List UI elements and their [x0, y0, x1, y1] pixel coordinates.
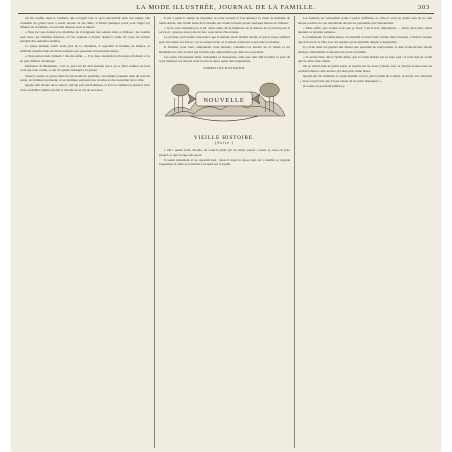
paragraph: Le lendemain, de bonne heure, on entendit le bruit d'une voiture dans l'avenue ; c'était le notaire qui arrivait de la ville avec les papiers qu'on attendait depuis si longtemps.	[298, 35, 432, 44]
story-part-label: (Suite.)	[215, 141, 234, 146]
journal-page	[12, 0, 440, 452]
paragraph: Les femmes ne s'entendent point à parler d'affaires, et celle-ci avait eu grand soin de ne rien laisser paraître de son inquiétude devant les personnes qui l'entouraient.	[298, 16, 432, 25]
column-separator	[154, 16, 155, 448]
paragraph: « Mais enfin, que voulez-vous que je fasse ? dit-il avec impatience. — Rien, mon ami, sinon attendre et prendre patience.	[298, 25, 432, 35]
paragraph: Quand elle fut terminée, le jeune homme se leva, prit la main de sa mère, et lui dit avec émotion : « Vous voyez bien que j'avais raison de ne point désespérer. »	[298, 74, 432, 83]
paragraph: On se réunit dans le grand salon, le notaire lut les actes à haute voix, et chacun écouta dans un profond silence cette lecture qui dura plus d'une heure.	[298, 64, 432, 73]
text-column-2	[159, 16, 290, 448]
paragraph: Toute la soirée se passa ainsi en conversations paisibles ; les enfants jouaient dans un coin du salon, les femmes brodaient, et les hommes parlaient des récoltes et des nouvelles de la ville.	[20, 73, 150, 83]
paragraph: « Vous partez donc demain ? dit-elle enfin. — Il le faut, répondit-il, mon père m'attend, et je ne puis différer davantage.	[20, 54, 150, 63]
paragraph: Le jeune homme s'était assis près de la cheminée, il regardait la flamme en silence, et semblait absorbé dans de tristes pensées que personne n'osait interrompre.	[20, 44, 150, 54]
page-number: 303	[418, 4, 430, 11]
column-separator	[294, 16, 295, 448]
paragraph: Il eut à peine le temps de répondre, la porte s'ouvrit et l'on annonça la visite de madame de Saint-Aubin, une vieille amie de la famille qui venait souvent passer quelques heures au château.	[159, 16, 290, 25]
journal-title: LA MODE ILLUSTRÉE, JOURNAL DE LA FAMILLE.	[136, 4, 316, 11]
paragraph: « Je savais bien, dit la vieille dame, que la vérité finirait par se faire jour ; il n'est rien de caché qui ne doive être connu.	[298, 54, 432, 64]
to-be-continued-note: (La suite au prochain numéro.)	[303, 83, 345, 88]
paragraph: Il faudrait, pour bien comprendre cette histoire, connaître les mœurs de ce temps et les habitudes de cette société qui n'existe plus aujourd'hui que dans nos souvenirs.	[159, 45, 290, 54]
paragraph: Monsieur de Beaumont, c'est ce que l'on dit d'un homme qui a su se faire estimer de tous ceux qui l'ont connu, et qui n'a jamais manqué à sa parole.	[20, 63, 150, 73]
story-title: VIEILLE HISTOIRE.	[193, 135, 256, 142]
text-column-1	[20, 16, 150, 448]
paragraph: Quand vint l'heure de se retirer, chacun prit son flambeau, et l'on se souhaita le bonsoir avec cette cordialité simple qui fait le charme de la vie de province.	[20, 83, 150, 92]
vignette-banner-text: NOUVELLE	[203, 97, 245, 105]
ornamental-vignette-illustration	[161, 72, 288, 132]
text-column-3	[298, 16, 432, 448]
paragraph: lui fut confiée dans le bonheur, qui occupait tout ce qu'il rencontrait dans son temps, elle consentit de grand cœur à rester auprès de ses amis, il fallait quelques jours pour régler les affaires de la famille, et tout était disposé pour le départ.	[20, 16, 150, 30]
paragraph: Les jours s'écoulaient ainsi, tranquilles et monotones, sans que rien vînt troubler la paix de cette demeure où chacun avait trouvé le repos après tant d'agitations.	[159, 54, 290, 64]
paragraph: Il sourit tristement et ne répondit rien ; mais il reprit sa place près de la fenêtre et regarda longtemps la pluie qui tombait à torrents sur le jardin.	[159, 157, 290, 167]
header-rule	[18, 13, 434, 14]
paragraph: Il y avait dans ces papiers des choses que personne ne soupçonnait, et dont la découverte devait changer entièrement la situation de toute la famille.	[298, 45, 432, 54]
author-signature: EMMELINE RAYMOND.	[203, 65, 246, 70]
nouvelle-vignette	[161, 72, 288, 132]
paragraph: « Je ne vous attendais pas si tôt, chère amie, dit la maîtresse de la maison en se levant pour la recevoir ; asseyez-vous près du feu, vous devez être transie.	[159, 25, 290, 35]
paragraph: « Vous ne vous doutez pas, madame, de la longueur des soirées dans ce château ; les voisins sont rares, les chemins mauvais, et l'on s'ennuie à mourir quand la pluie ne cesse de tomber pendant des semaines entières.	[20, 30, 150, 44]
paragraph: « Oh ! quelle folie, dit-elle, de vouloir partir par un temps pareil ; restez, je vous en prie, jusqu'à ce que l'orage soit passé.	[159, 147, 290, 157]
running-header	[18, 4, 434, 13]
paragraph: Le docteur avait donné l'assurance que le malade serait bientôt rétabli, et que le repos suffirait pour lui rendre ses forces ; on se rassura donc, et la gaieté revint peu à peu dans la maison.	[159, 35, 290, 44]
